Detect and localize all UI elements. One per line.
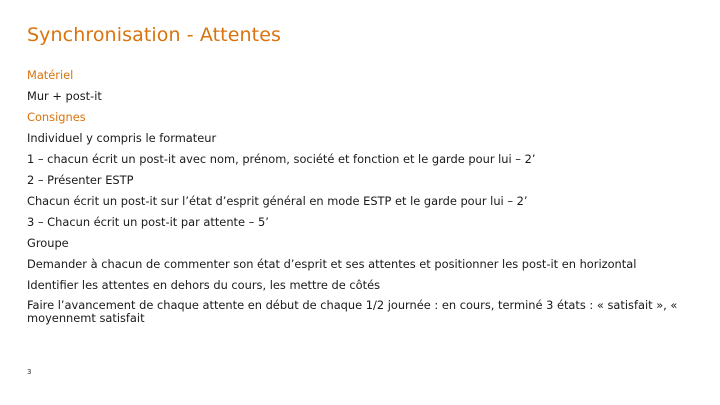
body-line: Identifier les attentes en dehors du cours, les mettre de côtés bbox=[27, 278, 381, 292]
slide-title: Synchronisation - Attentes bbox=[27, 24, 281, 46]
body-line: 1 – chacun écrit un post-it avec nom, prénom, société et fonction et le garde pour lui – 2’ bbox=[27, 152, 536, 166]
body-line: Mur + post-it bbox=[27, 89, 102, 103]
section-heading-consignes: Consignes bbox=[27, 110, 86, 124]
page-number: 3 bbox=[27, 368, 32, 376]
body-line: Demander à chacun de commenter son état d’esprit et ses attentes et positionner les post-it en horizontal bbox=[27, 257, 637, 271]
body-line: Chacun écrit un post-it sur l’état d’esprit général en mode ESTP et le garde pour lui – 2’ bbox=[27, 194, 528, 208]
slide-body bbox=[27, 68, 697, 325]
body-line: 3 – Chacun écrit un post-it par attente – 5’ bbox=[27, 215, 269, 229]
body-line: 2 – Présenter ESTP bbox=[27, 173, 134, 187]
body-line: Faire l’avancement de chaque attente en début de chaque 1/2 journée : en cours, terminé 3 états : « satisfait », « moyennemt satisfait bbox=[27, 298, 678, 325]
body-line: Individuel y compris le formateur bbox=[27, 131, 217, 145]
section-heading-materiel: Matériel bbox=[27, 68, 74, 82]
body-line: Groupe bbox=[27, 236, 69, 250]
